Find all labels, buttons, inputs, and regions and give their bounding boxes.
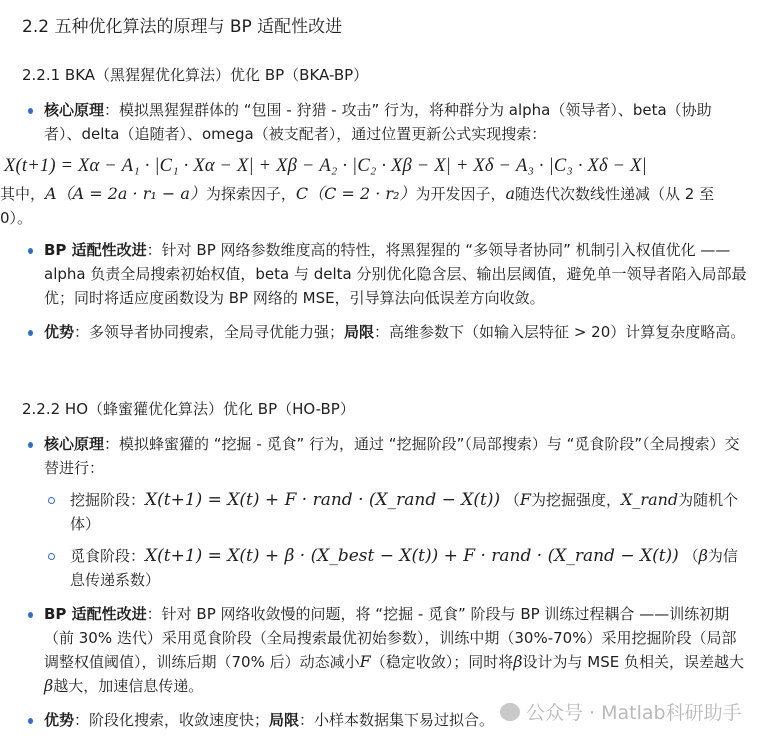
text: （ xyxy=(683,547,699,565)
label: 核心原理 xyxy=(44,435,105,453)
label: 核心原理 xyxy=(44,101,105,119)
text: 其中， xyxy=(0,185,46,203)
watermark-text: 公众号 · Matlab科研助手 xyxy=(526,702,742,724)
text: 为随机个体） xyxy=(70,491,739,533)
bka-section xyxy=(0,98,747,354)
text: 设计为与 MSE 负相关，误差越大 xyxy=(522,653,744,671)
forage-phase-item xyxy=(44,544,747,592)
text: ：小样本数据集下易过拟合。 xyxy=(299,711,495,729)
ho-bp-item xyxy=(22,602,747,698)
math: F xyxy=(519,490,532,509)
text: 越大，加速信息传递。 xyxy=(53,677,204,695)
ho-section xyxy=(22,432,747,742)
text: ：阶段化搜索，收敛速度快； xyxy=(74,711,270,729)
label: 局限 xyxy=(269,711,300,729)
text: ：针对 BP 网络收敛慢的问题，将 “挖掘 - 觅食” 阶段与 BP 训练过程耦合 ——训练初期（前 30% 迭代）采用觅食阶段（全局搜索最优初始参数），训练中期（30%-70%）采用挖掘阶段（局部调整权值阈值），训练后期（70% 后）动态减小 xyxy=(44,605,737,671)
dig-phase-item xyxy=(44,488,747,536)
text: 挖掘阶段： xyxy=(70,491,146,509)
bka-heading: 2.2.1 BKA（黑猩猩优化算法）优化 BP（BKA-BP） xyxy=(22,66,369,84)
ho-heading: 2.2.2 HO（蜂蜜獾优化算法）优化 BP（HO-BP） xyxy=(22,400,355,418)
bka-explain xyxy=(0,182,747,230)
text: 觅食阶段： xyxy=(70,547,146,565)
math: a xyxy=(505,184,516,203)
bka-formula: X(t+1) = Xα − A₁ · |C₁ · Xα − X| + Xβ − A₂ · |C₂ · Xβ − X| + Xδ − A₃ · |C₃ · Xδ − X| xyxy=(4,156,647,176)
math: β xyxy=(44,676,54,695)
bka-core-item xyxy=(22,98,747,146)
text: （稳定收敛）；同时将 xyxy=(370,653,514,671)
math: （A = 2a · r₁ − a） xyxy=(56,184,206,203)
text: 为信息传递系数） xyxy=(70,547,738,589)
label: BP 适配性改进 xyxy=(44,241,147,259)
text: 随迭代次数线性递减（从 2 至 0）。 xyxy=(0,185,715,227)
bka-bp-item xyxy=(22,238,747,310)
label: 局限 xyxy=(344,323,375,341)
text: ：模拟黑猩猩群体的 “包围 - 狩猎 - 攻击” 行为，将种群分为 alpha（领导者）、beta（协助者）、delta（追随者）、omega（被支配者），通过位置更新公式实现搜索： xyxy=(44,101,712,143)
text: 为探索因子， xyxy=(205,185,296,203)
text: 为开发因子， xyxy=(415,185,506,203)
math: β xyxy=(698,546,708,565)
text: 为挖掘强度， xyxy=(531,491,622,509)
label: 优势 xyxy=(44,711,75,729)
text: ：模拟蜂蜜獾的 “挖掘 - 觅食” 行为，通过 “挖掘阶段”（局部搜索）与 “觅食阶段”（全局搜索）交替进行： xyxy=(44,435,740,477)
text: （ xyxy=(504,491,520,509)
ho-core-item xyxy=(22,432,747,592)
section-title: 2.2 五种优化算法的原理与 BP 适配性改进 xyxy=(22,17,343,37)
text: ：针对 BP 网络参数维度高的特性，将黑猩猩的 “多领导者协同” 机制引入权值优化 ——alpha 负责全局搜索初始权值，beta 与 delta 分别优化隐含层、输出层阈值，避免单一领导者陷入局部最优；同时将适应度函数设为 BP 网络的 MSE，引导算法向低误差方向收敛。 xyxy=(44,241,747,307)
label: BP 适配性改进 xyxy=(44,605,147,623)
math: X(t+1) = X(t) + F · rand · (X_rand − X(t)) xyxy=(145,490,501,510)
wechat-icon xyxy=(500,703,520,721)
math: β xyxy=(513,652,523,671)
label: 优势 xyxy=(44,323,75,341)
text: ：多领导者协同搜索，全局寻优能力强； xyxy=(74,323,345,341)
math: F xyxy=(359,652,371,671)
math: C xyxy=(295,184,309,203)
math: X_rand xyxy=(621,490,679,509)
bka-adv-item xyxy=(22,320,747,344)
watermark xyxy=(500,698,742,725)
math: X(t+1) = X(t) + β · (X_best − X(t)) + F · rand · (X_rand − X(t)) xyxy=(145,546,679,566)
text: ：高维参数下（如输入层特征 > 20）计算复杂度略高。 xyxy=(374,323,746,341)
math: （C = 2 · r₂） xyxy=(308,184,416,203)
math: A xyxy=(45,184,57,203)
